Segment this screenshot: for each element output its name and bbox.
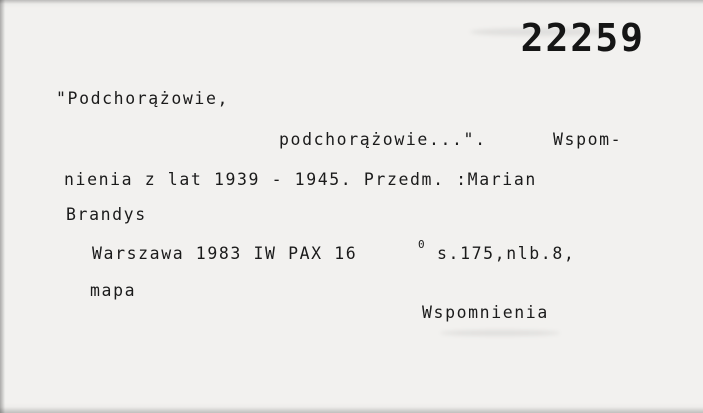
title-line-2-continuation: Wspom- xyxy=(553,130,623,149)
imprint-line-part-3: mapa xyxy=(90,281,137,300)
scan-smudge xyxy=(440,330,560,336)
title-line-2: podchorążowie...". xyxy=(279,130,487,149)
subject-heading: Wspomnienia xyxy=(422,303,549,322)
catalog-number: 22259 xyxy=(520,16,645,60)
author-line: Brandys xyxy=(66,205,147,224)
memoir-statement-line: nienia z lat 1939 - 1945. Przedm. :Marian xyxy=(64,170,537,189)
imprint-line-part-1: Warszawa 1983 IW PAX 16 xyxy=(92,244,358,263)
card-bottom-edge-shadow xyxy=(0,407,703,413)
imprint-line-part-2: s.175,nlb.8, xyxy=(437,244,576,263)
card-left-edge-shadow xyxy=(0,0,5,413)
imprint-format-superscript: 0 xyxy=(418,238,425,251)
card-top-edge-shadow xyxy=(0,0,703,4)
title-line-1: "Podchorążowie, xyxy=(56,89,230,108)
